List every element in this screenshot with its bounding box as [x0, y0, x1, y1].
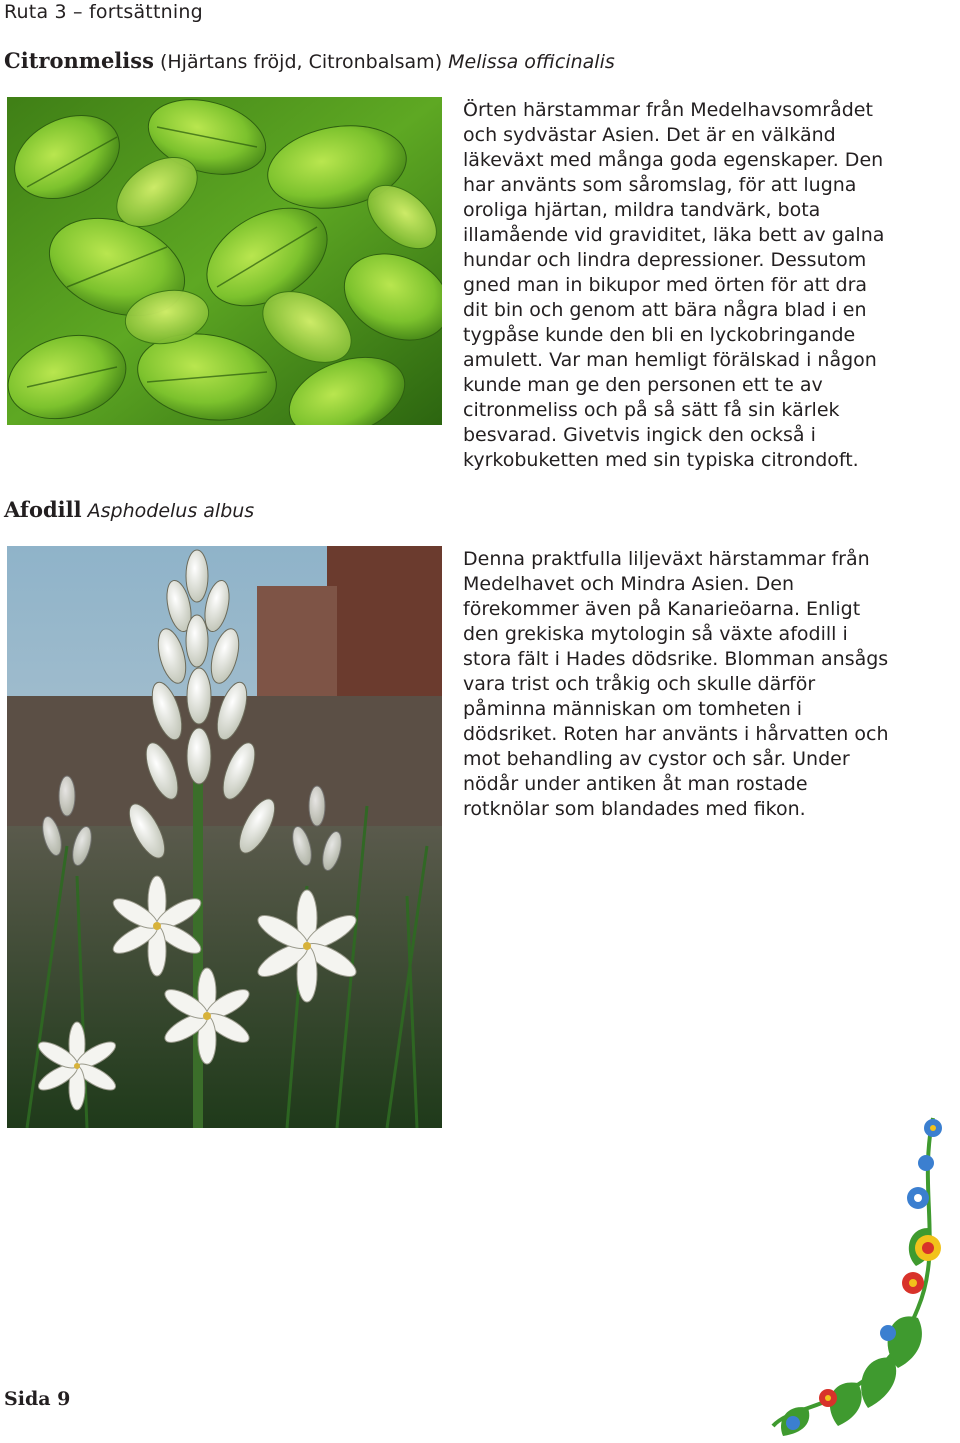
plant-name: Afodill — [4, 497, 82, 522]
plant-alt-names: (Hjärtans fröjd, Citronbalsam) — [159, 51, 443, 73]
afodill-description: Denna praktfulla liljeväxt härstammar från Medelhavet och Mindra Asien. Den förekommer även på Kanarieöarna. Enligt den grekiska mytologin så växte afodill i stora fält i Hades dödsrike. Blomman ansågs vara trist och tråkig och skulle därför påminna människan om tomheten i dödsriket. Roten har använts i hårvatten och mot behandling av cystor och sår. Under nödår under antiken åt man rostade rotknölar som blandades med fikon. — [463, 548, 889, 820]
page-number: Sida 9 — [4, 1388, 71, 1410]
plant-heading-afodill — [4, 497, 254, 522]
lemon-balm-photo — [7, 97, 442, 425]
asphodel-photo — [7, 546, 442, 1128]
plant-latin-name: Asphodelus albus — [87, 500, 255, 522]
plant-heading-citronmeliss — [4, 48, 615, 73]
plant-name: Citronmeliss — [4, 48, 154, 73]
running-head: Ruta 3 – fortsättning — [4, 1, 203, 23]
citronmeliss-description: Örten härstammar från Medelhavsområdet och sydvästar Asien. Det är en välkänd läkeväxt med många goda egenskaper. Den har använts som såromslag, för att lugna oroliga hjärtan, mildra tandvärk, bota illamående vid graviditet, läka bett av galna hundar och lindra depressioner. Dessutom gned man in bikupor med örten för att dra dit bin och genom att bära några blad i en tygpåse kunde den bli en lyckobringande amulett. Var man hemligt förälskad i någon kunde man ge den personen ett te av citronmeliss och på så sätt få sin kärlek besvarad. Givetvis ingick den också i kyrkobuketten med sin typiska citrondoft. — [463, 99, 885, 471]
plant-latin-name: Melissa officinalis — [448, 51, 615, 73]
floral-corner-ornament — [768, 1108, 958, 1440]
